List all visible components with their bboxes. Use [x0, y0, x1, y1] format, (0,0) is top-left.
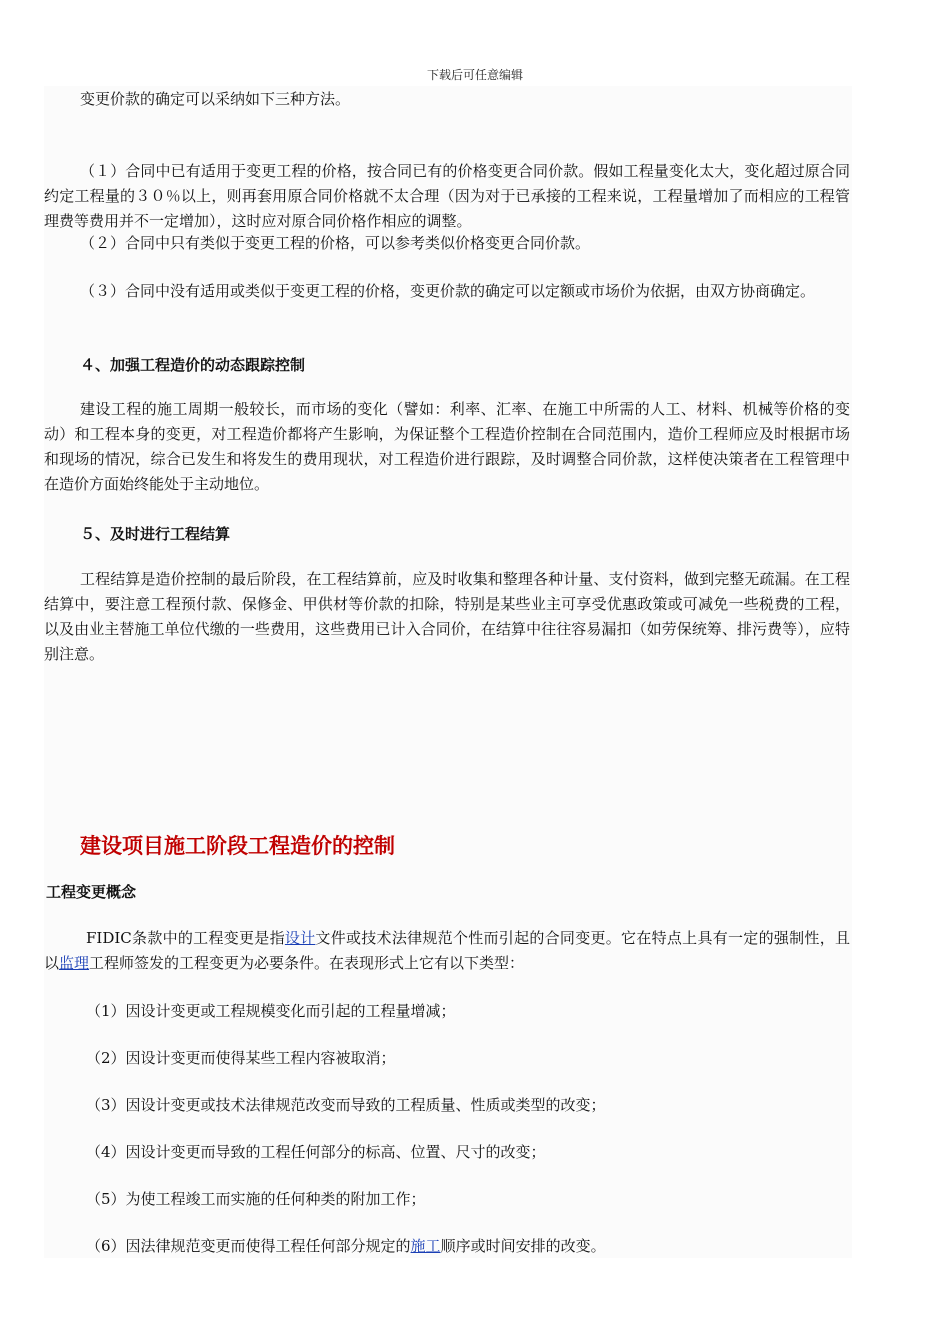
fidic-text-2: 文件或技术法律规范个性而引起的合同变更。它在特点上具有一定的强制性，且以	[44, 929, 850, 972]
section-4-paragraph: 建设工程的施工周期一般较长，而市场的变化（譬如：利率、汇率、在施工中所需的人工、材料、机械等价格的变动）和工程本身的变更，对工程造价都将产生影响，为保证整个工程造价控制在合同范围内，造价工程师应及时根据市场和现场的情况，综合已发生和将发生的费用现状，对工程造价进行跟踪，及时调整合同价款，这样使决策者在工程管理中在造价方面始终能处于主动地位。	[44, 400, 850, 493]
section-5-heading: ５、及时进行工程结算	[80, 525, 231, 543]
type-item-2: （2）因设计变更而使得某些工程内容被取消；	[86, 1049, 396, 1067]
type6-text-2: 顺序或时间安排的改变。	[440, 1237, 606, 1255]
section-4-heading: ４、加强工程造价的动态跟踪控制	[80, 356, 306, 374]
type-item-5: （5）为使工程竣工而实施的任何种类的附加工作；	[86, 1190, 426, 1208]
type-item-3: （3）因设计变更或技术法律规范改变而导致的工程质量、性质或类型的改变；	[86, 1096, 606, 1114]
type6-text-1: （6）因法律规范变更而使得工程任何部分规定的	[86, 1237, 411, 1255]
intro-paragraph: 变更价款的确定可以采纳如下三种方法。	[80, 90, 351, 108]
section-5-paragraph: 工程结算是造价控制的最后阶段，在工程结算前，应及时收集和整理各种计量、支付资料，做到完整无疏漏。在工程结算中，要注意工程预付款、保修金、甲供材等价款的扣除，特别是某些业主可享受优惠政策或可减免一些税费的工程，以及由业主替施工单位代缴的一些费用，这些费用已计入合同价，在结算中往往容易漏扣（如劳保统筹、排污费等），应特别注意。	[44, 570, 850, 663]
design-link[interactable]: 设计	[284, 929, 316, 947]
supervision-link[interactable]: 监理	[59, 954, 90, 972]
type-item-4: （4）因设计变更而导致的工程任何部分的标高、位置、尺寸的改变；	[86, 1143, 546, 1161]
fidic-text-1: FIDIC条款中的工程变更是指	[86, 929, 285, 947]
fidic-paragraph	[44, 926, 850, 976]
page-header: 下载后可任意编辑	[426, 68, 523, 82]
type-item-1: （1）因设计变更或工程规模变化而引起的工程量增减；	[86, 1002, 456, 1020]
document-title: 建设项目施工阶段工程造价的控制	[80, 834, 395, 858]
fidic-text-3: 工程师签发的工程变更为必要条件。在表现形式上它有以下类型：	[89, 954, 525, 972]
concept-subheading: 工程变更概念	[46, 883, 137, 901]
method-2-paragraph: （２）合同中只有类似于变更工程的价格，可以参考类似价格变更合同价款。	[80, 234, 591, 252]
type-item-6	[86, 1234, 850, 1259]
method-3-paragraph: （３）合同中没有适用或类似于变更工程的价格，变更价款的确定可以定额或市场价为依据，由双方协商确定。	[80, 282, 816, 300]
construction-link[interactable]: 施工	[410, 1237, 441, 1255]
method-1-paragraph: （１）合同中已有适用于变更工程的价格，按合同已有的价格变更合同价款。假如工程量变化太大，变化超过原合同约定工程量的３０％以上，则再套用原合同价格就不太合理（因为对于已承接的工程来说，工程量增加了而相应的工程管理费等费用并不一定增加），这时应对原合同价格作相应的调整。	[44, 162, 850, 230]
document-body	[44, 86, 852, 1258]
